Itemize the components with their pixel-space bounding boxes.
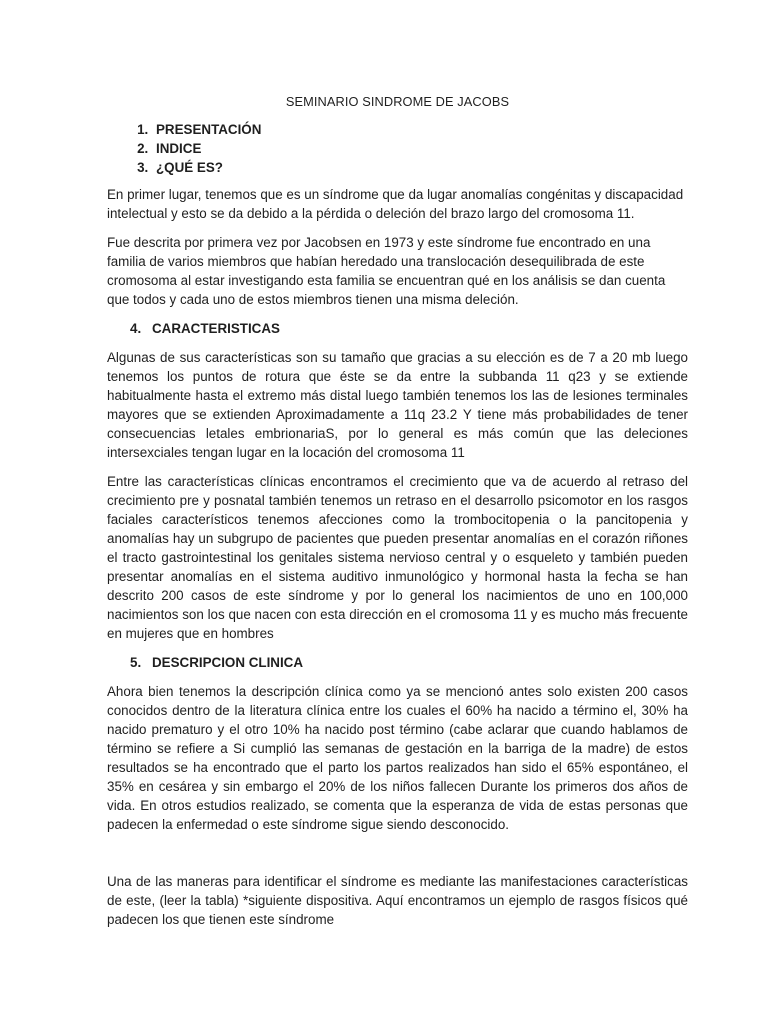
toc-list [107, 120, 688, 177]
blank-space [107, 844, 688, 872]
paragraph-history: Fue descrita por primera vez por Jacobsen en 1973 y este síndrome fue encontrado en una familia de varios miembros que habían heredado una translocación desequilibrada de este cromosoma al estar investigando esta familia se encuentran qué en los análisis se dan cuenta que todos y cada uno de estos miembros tienen una misma deleción. [107, 235, 666, 307]
paragraph-identification: Una de las maneras para identificar el síndrome es mediante las manifestaciones características de este, (leer la tabla) *siguiente dispositiva. Aquí encontramos un ejemplo de rasgos físicos qué padecen los que tienen este síndrome [107, 874, 688, 927]
section-number: 5. [130, 655, 142, 670]
paragraph-definition: En primer lugar, tenemos que es un síndrome que da lugar anomalías congénitas y discapacidad intelectual y esto se da debido a la pérdida o deleción del brazo largo del cromosoma 11. [107, 187, 684, 221]
toc-item-presentacion: 1. PRESENTACIÓN [152, 120, 688, 139]
toc-item-que-es: 3. ¿QUÉ ES? [152, 158, 688, 177]
document-title: SEMINARIO SINDROME DE JACOBS [285, 94, 510, 109]
section-heading-descripcion-clinica [107, 653, 688, 672]
section-number: 4. [130, 321, 142, 336]
section-title: DESCRIPCION CLINICA [152, 655, 304, 670]
document-body [107, 92, 688, 939]
section-title: CARACTERISTICAS [152, 321, 280, 336]
paragraph-clinical-features: Entre las características clínicas encontramos el crecimiento que va de acuerdo al retraso del crecimiento pre y posnatal también tenemos un retraso en el desarrollo psicomotor en los rasgos faciales característicos tenemos afecciones como la trombocitopenia o la pancitopenia y anomalías hay un subgrupo de pacientes que pueden presentar anomalías en el corazón riñones el tracto gastrointestinal los genitales sistema nervioso central y o esqueleto y también pueden presentar anomalías en el sistema auditivo inmunológico y hormonal hasta la fecha se han descrito 200 casos de este síndrome y por lo general los nacimientos de uno en 100,000 nacimientos son los que nacen con esta dirección en el cromosoma 11 y es mucho más frecuente en mujeres que en hombres [107, 474, 688, 641]
section-heading-caracteristicas [107, 319, 688, 338]
toc-item-indice: 2. INDICE [152, 139, 688, 158]
paragraph-characteristics: Algunas de sus características son su tamaño que gracias a su elección es de 7 a 20 mb luego tenemos los puntos de rotura que éste se da entre la subbanda 11 q23 y se extiende habitualmente hasta el extremo más distal luego también tenemos los las de lesiones terminales mayores que se extienden Aproximadamente a 11q 23.2 Y tiene más probabilidades de tener consecuencias letales embrionariaS, por lo general es más común que las deleciones intersexciales tengan lugar en la locación del cromosoma 11 [107, 350, 688, 460]
paragraph-clinical-description: Ahora bien tenemos la descripción clínica como ya se mencionó antes solo existen 200 casos conocidos dentro de la literatura clínica entre los cuales el 60% ha nacido a término el, 30% ha nacido prematuro y el otro 10% ha nacido post término (cabe aclarar que cuando hablamos de término se refiere a Si cumplió las semanas de gestación en la barriga de la madre) de estos resultados se ha encontrado que el parto los partos realizados han sido el 65% espontáneo, el 35% en cesárea y sin embargo el 20% de los niños fallecen Durante los primeros dos años de vida. En otros estudios realizado, se comenta que la esperanza de vida de estas personas que padecen la enfermedad o este síndrome sigue siendo desconocido. [107, 684, 688, 832]
